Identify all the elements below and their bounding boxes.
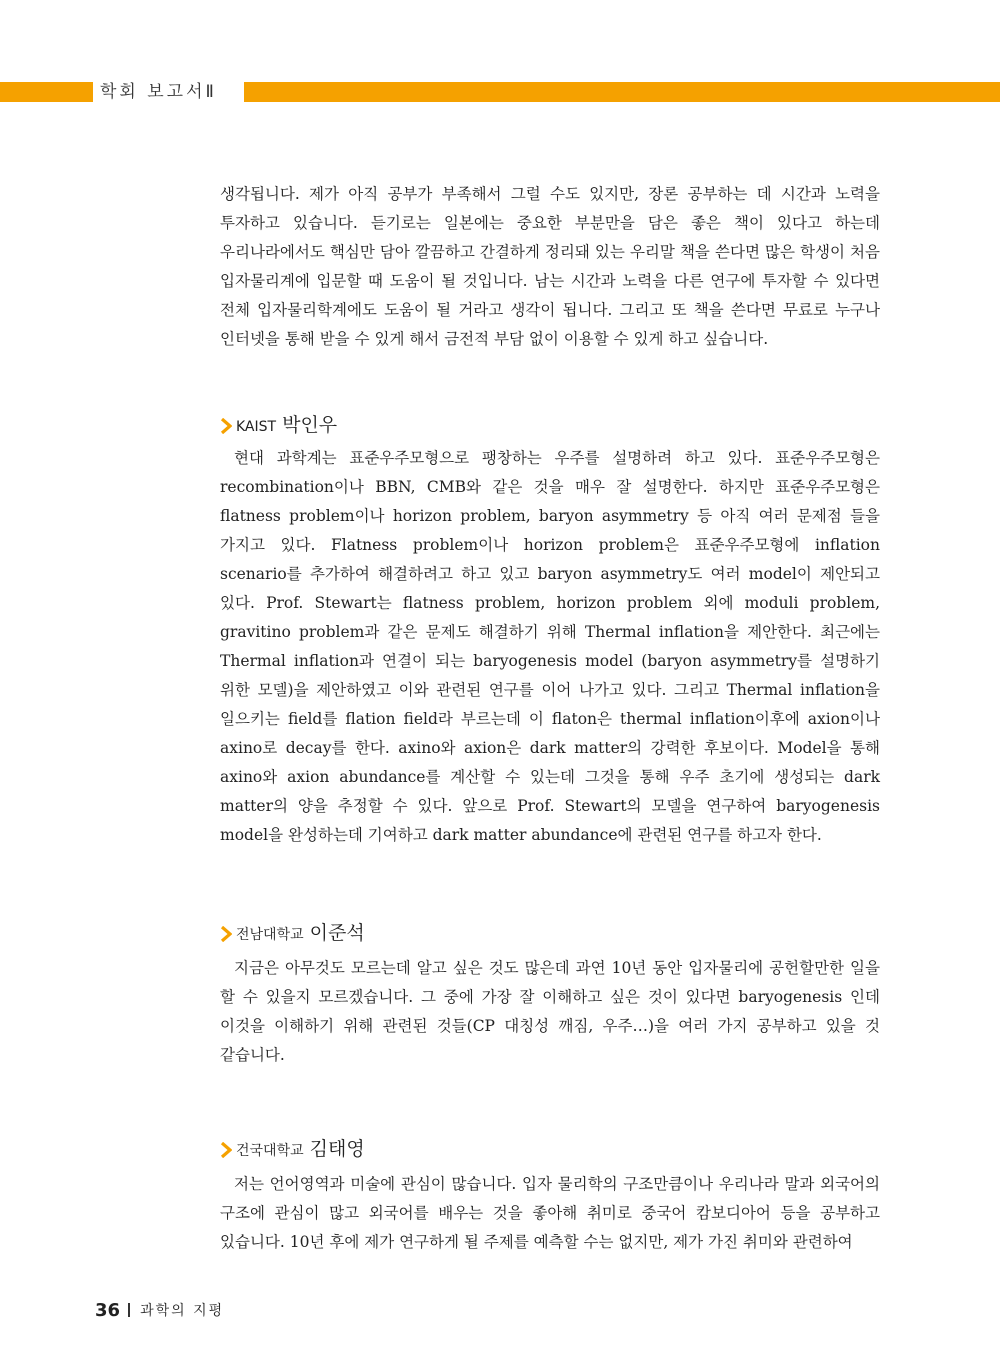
section-person-name: 이준석 [309,922,365,944]
chevron-right-icon [220,926,232,942]
header-accent-bar-left [0,82,93,102]
section-person-name: 박인우 [282,414,338,436]
footer-divider [128,1303,130,1317]
section-heading-2 [220,918,365,942]
section-heading-1 [220,410,337,434]
page-number: 36 [95,1299,121,1321]
header-title: 학회 보고서Ⅱ [100,82,217,102]
section-body-3: 저는 언어영역과 미술에 관심이 많습니다. 입자 물리학의 구조만큼이나 우리나라 말과 외국어의 구조에 관심이 많고 외국어를 배우는 것을 좋아해 취미로 중국어 캄보디아어 등을 공부하고 있습니다. 10년 후에 제가 연구하게 될 주제를 예측할 수는 없지만, 제가 가진 취미와 관련하여 [220,1175,880,1251]
section-heading-3 [220,1134,365,1158]
chevron-right-icon [220,418,232,434]
header-accent-bar-right [244,82,1000,102]
section-body-1: 현대 과학계는 표준우주모형으로 팽창하는 우주를 설명하려 하고 있다. 표준우주모형은 recombination이나 BBN, CMB와 같은 것을 매우 잘 설명한다. 하지만 표준우주모형은 flatness problem이나 horizon problem, baryon asymmetry 등 아직 여러 문제점 들을 가지고 있다. Flatness problem이나 horizon problem은 표준우주모형에 inflation scenario를 추가하여 해결하려고 하고 있고 baryon asymmetry도 여러 model이 제안되고 있다. Prof. Stewart는 flatness problem, horizon problem 외에 moduli problem, gravitino problem과 같은 문제도 해결하기 위해 Thermal inflation을 제안한다. 최근에는 Thermal inflation과 연결이 되는 baryogenesis model (baryon asymmetry를 설명하기 위한 모델)을 제안하였고 이와 관련된 연구를 이어 나가고 있다. 그리고 Thermal inflation을 일으키는 field를 flation field라 부르는데 이 flaton은 thermal inflation이후에 axion이나 axino로 decay를 한다. axino와 axion은 dark matter의 강력한 후보이다. Model을 통해 axino와 axion abundance를 계산할 수 있는데 그것을 통해 우주 초기에 생성되는 dark matter의 양을 추정할 수 있다. 앞으로 Prof. Stewart의 모델을 연구하여 baryogenesis model을 완성하는데 기여하고 dark matter abundance에 관련된 연구를 하고자 한다. [220,449,880,844]
publication-title: 과학의 지평 [140,1303,225,1319]
section-affiliation: 건국대학교 [236,1143,304,1159]
section-affiliation: KAIST [236,419,277,435]
section-person-name: 김태영 [309,1138,365,1160]
intro-paragraph: 생각됩니다. 제가 아직 공부가 부족해서 그럴 수도 있지만, 장론 공부하는 데 시간과 노력을 투자하고 있습니다. 듣기로는 일본에는 중요한 부분만을 담은 좋은 책이 있다고 하는데 우리나라에서도 핵심만 담아 깔끔하고 간결하게 정리돼 있는 우리말 책을 쓴다면 많은 학생이 처음 입자물리계에 입문할 때 도움이 될 것입니다. 남는 시간과 노력을 다른 연구에 투자할 수 있다면 전체 입자물리학계에도 도움이 될 거라고 생각이 됩니다. 그리고 또 책을 쓴다면 무료로 누구나 인터넷을 통해 받을 수 있게 해서 금전적 부담 없이 이용할 수 있게 하고 싶습니다. [220,185,880,348]
page-footer [95,1298,224,1322]
section-affiliation: 전남대학교 [236,927,304,943]
chevron-right-icon [220,1142,232,1158]
section-body-2: 지금은 아무것도 모르는데 알고 싶은 것도 많은데 과연 10년 동안 입자물리에 공헌할만한 일을 할 수 있을지 모르겠습니다. 그 중에 가장 잘 이해하고 싶은 것이 있다면 baryogenesis 인데 이것을 이해하기 위해 관련된 것들(CP 대칭성 깨짐, 우주…)을 여러 가지 공부하고 있을 것 같습니다. [220,959,880,1064]
